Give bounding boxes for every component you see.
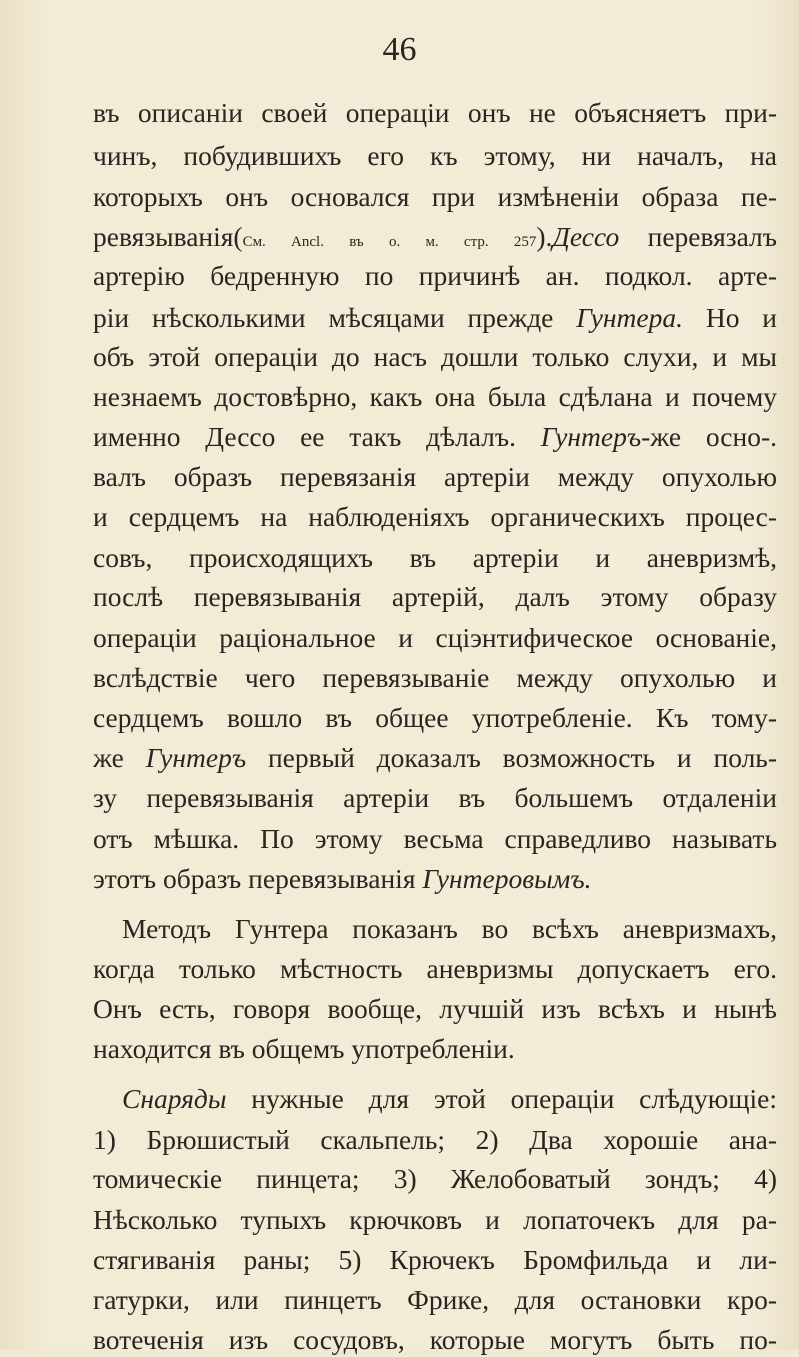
text-line <box>93 701 777 735</box>
text-line <box>93 301 777 335</box>
text-segment: когда только мѣстность аневризмы допускаетъ его. <box>93 953 777 984</box>
italic-text: Дессо <box>552 221 620 252</box>
text-segment: которыхъ онъ основался при измѣненіи образа пе- <box>93 181 777 212</box>
text-line <box>93 1203 777 1237</box>
text-segment: операціи раціональное и сціэнтифическое основаніе, <box>93 622 777 653</box>
text-segment: Нѣсколько тупыхъ крючковъ и лопаточекъ для ра- <box>93 1204 777 1235</box>
text-segment: отъ мѣшка. По этому весьма справедливо называть <box>93 823 777 854</box>
text-segment: Но и <box>683 302 777 333</box>
text-line <box>93 621 777 655</box>
text-segment: Методъ Гунтера показанъ во всѣхъ аневризмахъ, <box>122 913 777 944</box>
text-segment: перевязалъ <box>619 221 777 252</box>
text-line <box>93 139 777 173</box>
text-segment: Онъ есть, говоря вообще, лучшій изъ всѣхъ и нынѣ <box>93 993 777 1024</box>
text-segment: ). <box>536 221 553 252</box>
text-segment: томическіе пинцета; 3) Желобоватый зондъ; 4) <box>93 1163 777 1194</box>
text-line <box>93 1032 777 1066</box>
text-segment: -же осно-. <box>641 421 777 452</box>
text-segment: послѣ перевязыванія артерій, далъ этому образу <box>93 581 777 612</box>
text-segment: именно Дессо ее такъ дѣлалъ. <box>93 421 541 452</box>
italic-text: Гунтеръ <box>145 742 247 773</box>
text-line <box>93 220 777 254</box>
text-segment: объ этой операціи до насъ дошли только слухи, и мы <box>93 341 777 372</box>
text-segment: незнаемъ достовѣрно, какъ она была сдѣлана и почему <box>93 381 777 412</box>
italic-text: Гунтеръ <box>540 421 642 452</box>
text-line <box>93 1162 777 1196</box>
text-segment: этотъ образъ перевязыванія <box>93 863 423 894</box>
text-segment: ріи нѣсколькими мѣсяцами прежде <box>93 302 577 333</box>
text-line <box>93 580 777 614</box>
text-segment: артерію бедренную по причинѣ ан. подкол. арте- <box>93 260 777 291</box>
text-line <box>93 741 777 775</box>
text-segment: 1) Брюшистый скальпель; 2) Два хорошіе ана- <box>93 1124 777 1155</box>
text-segment: первый доказалъ возможность и поль- <box>246 742 777 773</box>
italic-text: Гунтера. <box>576 302 683 333</box>
text-segment: валъ образъ перевязанія артеріи между опухолью <box>93 461 777 492</box>
text-line <box>93 180 777 214</box>
text-line <box>93 992 777 1026</box>
text-segment: находится въ общемъ употребленіи. <box>93 1033 515 1064</box>
text-line <box>93 340 777 374</box>
text-line <box>93 420 777 454</box>
text-segment: же <box>93 742 146 773</box>
text-line <box>93 541 777 575</box>
italic-text: Снаряды <box>122 1083 227 1114</box>
text-segment: гатурки, или пинцетъ Фрике, для остановки кро- <box>93 1284 777 1315</box>
text-line <box>93 1323 777 1357</box>
text-segment: зу перевязыванія артеріи въ большемъ отдаленіи <box>93 782 777 813</box>
text-segment: въ описаніи своей операціи онъ не объясняетъ при- <box>93 97 777 128</box>
text-line <box>122 912 777 946</box>
text-line <box>93 380 777 414</box>
italic-text: Гунтеровымъ. <box>422 863 592 894</box>
text-line <box>93 952 777 986</box>
text-line <box>93 500 777 534</box>
text-segment: вслѣдствіе чего перевязываніе между опухолью и <box>93 662 777 693</box>
text-segment: и сердцемъ на наблюденіяхъ органическихъ процес- <box>93 501 777 532</box>
text-line <box>93 661 777 695</box>
text-segment: сердцемъ вошло въ общее употребленіе. Къ тому- <box>93 702 777 733</box>
text-line <box>93 822 777 856</box>
text-line <box>93 1283 777 1317</box>
text-line <box>93 1123 777 1157</box>
text-segment: стягиванія раны; 5) Крючекъ Бромфильда и ли- <box>93 1244 777 1275</box>
text-segment: ревязыванія( <box>93 221 243 252</box>
text-line <box>93 96 777 130</box>
text-line <box>122 1082 777 1116</box>
text-segment: вотеченія изъ сосудовъ, которые могутъ быть по- <box>93 1324 777 1355</box>
page-number: 46 <box>382 31 417 68</box>
text-segment: совъ, происходящихъ въ артеріи и аневризмѣ, <box>93 542 777 573</box>
text-segment: нужные для этой операціи слѣдующіе: <box>226 1083 777 1114</box>
text-line <box>93 781 777 815</box>
text-segment: чинъ, побудившихъ его къ этому, ни началъ, на <box>93 140 777 171</box>
reference-note: См. Ancl. въ о. м. стр. 257 <box>242 234 537 250</box>
text-line <box>93 862 777 896</box>
text-line <box>93 259 777 293</box>
text-line <box>93 1243 777 1277</box>
text-line <box>93 460 777 494</box>
